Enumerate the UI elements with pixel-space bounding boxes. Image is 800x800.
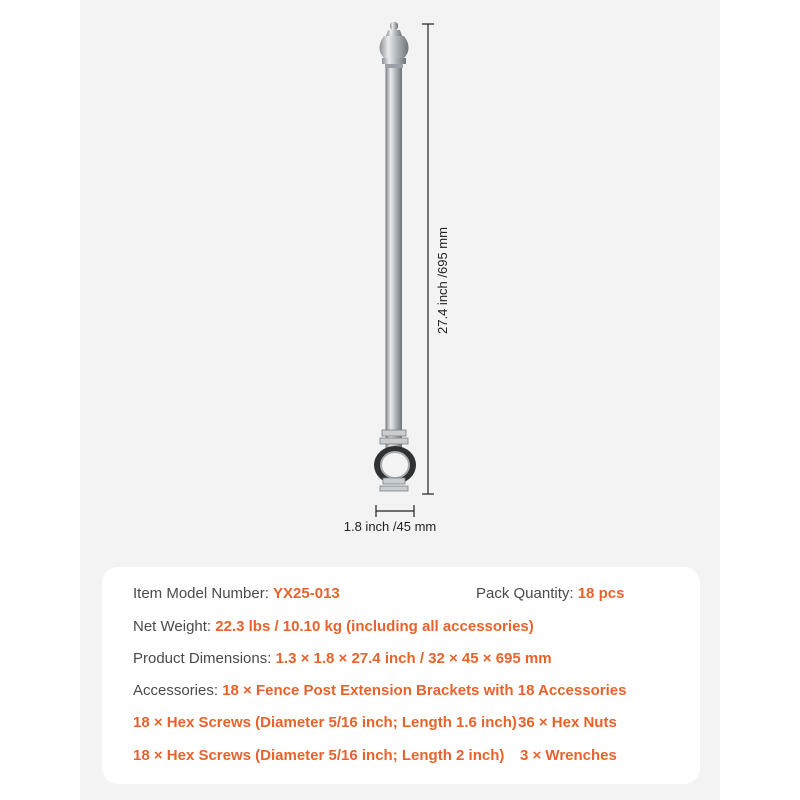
pack-quantity-value: 18 pcs <box>577 585 625 602</box>
net-weight-label: Net Weight: <box>133 618 216 635</box>
width-dimension-line <box>376 505 414 517</box>
item-model-number-label: Item Model Number: <box>133 585 274 602</box>
pack-quantity-label: Pack Quantity: <box>476 585 578 602</box>
accessories-value: 18 × Fence Post Extension Brackets with 18 Accessories <box>222 682 627 699</box>
hex-nuts: 36 × Hex Nuts <box>518 714 617 731</box>
pack-quantity <box>476 585 624 602</box>
width-dimension-label: 1.8 inch /45 mm <box>343 519 437 534</box>
net-weight <box>133 618 534 635</box>
hex-screws-1-6-inch: 18 × Hex Screws (Diameter 5/16 inch; Length 1.6 inch) <box>133 714 517 731</box>
fence-post-extension <box>374 22 416 491</box>
product-dimensions-label: Product Dimensions: <box>133 650 276 667</box>
item-model-number <box>133 585 340 602</box>
product-dimensions <box>133 650 552 667</box>
accessories-label: Accessories: <box>133 682 223 699</box>
wrenches: 3 × Wrenches <box>520 747 617 764</box>
height-dimension <box>435 130 449 430</box>
net-weight-value: 22.3 lbs / 10.10 kg (including all accessories) <box>215 618 534 635</box>
height-dimension-label: 27.4 inch /695 mm <box>434 226 450 334</box>
accessories <box>133 682 626 699</box>
height-dimension-line <box>422 24 434 494</box>
product-dimensions-value: 1.3 × 1.8 × 27.4 inch / 32 × 45 × 695 mm <box>275 650 552 667</box>
specifications-card <box>102 567 700 784</box>
hex-screws-2-inch: 18 × Hex Screws (Diameter 5/16 inch; Length 2 inch) <box>133 747 505 764</box>
item-model-number-value: YX25-013 <box>273 585 340 602</box>
